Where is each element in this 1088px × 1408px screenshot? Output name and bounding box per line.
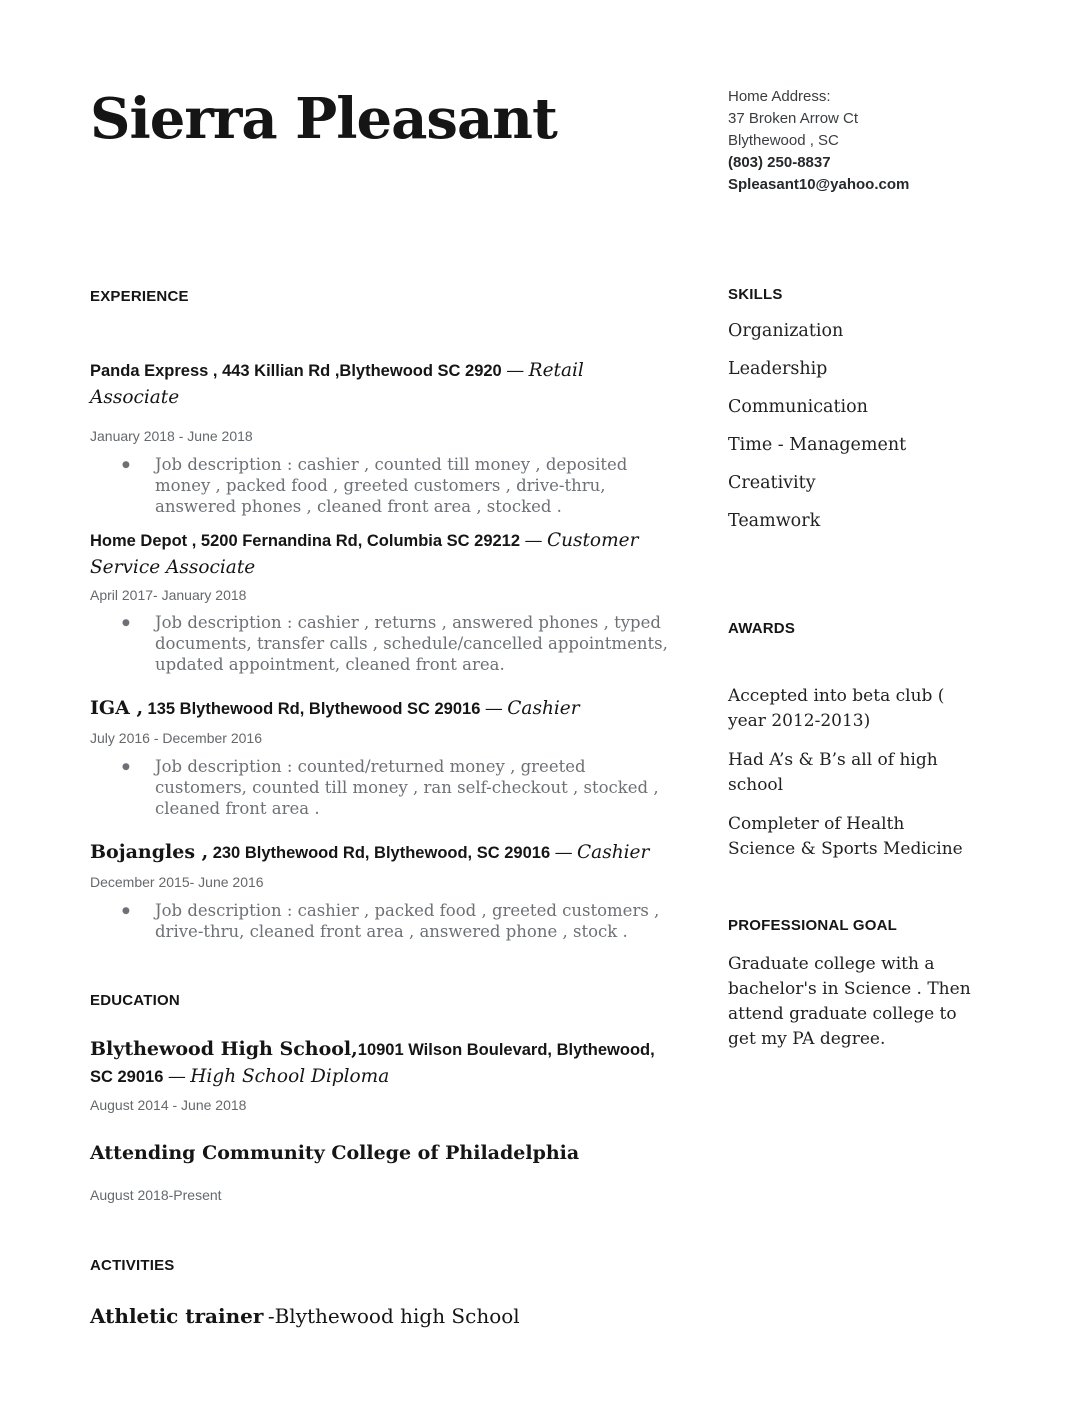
education-dates: August 2018-Present	[90, 1187, 222, 1203]
professional-goal-text: Graduate college with a bachelor's in Science . Then attend graduate college to get my PA degree.	[728, 954, 971, 1049]
job-dash: —	[524, 530, 543, 551]
activities-heading: ACTIVITIES	[90, 1257, 175, 1274]
right-column	[728, 0, 990, 1332]
job-header-iga	[90, 695, 676, 723]
job-dates: January 2018 - June 2018	[90, 428, 253, 444]
job-bullet-item: ● Job description : cashier , counted till money , deposited money , packed food , greeted customers , drive-thru, answered phones , cleaned front area , stocked .	[90, 454, 676, 517]
job-dates: July 2016 - December 2016	[90, 730, 262, 746]
job-company-name: Bojangles ,	[90, 841, 209, 863]
awards-heading: AWARDS	[728, 620, 796, 637]
job-bullets	[90, 756, 676, 819]
job-bullet-item: ● Job description : counted/returned money , greeted customers, counted till money , ran self-checkout , stocked , cleaned front area .	[90, 756, 676, 819]
person-name: Sierra Pleasant	[90, 86, 557, 152]
job-header-panda-express	[90, 358, 676, 412]
job-header-bojangles	[90, 839, 676, 867]
award-item: Accepted into beta club ( year 2012-2013)	[728, 686, 945, 731]
skill-item: Creativity	[728, 473, 816, 493]
contact-phone: (803) 250-8837	[728, 154, 831, 171]
job-company: Home Depot , 5200 Fernandina Rd, Columbia SC 29212	[90, 532, 521, 550]
education-entry-blythewood-hs	[90, 1036, 676, 1091]
skill-item: Organization	[728, 321, 844, 341]
contact-block	[728, 0, 990, 196]
contact-label: Home Address:	[728, 88, 831, 105]
job-dash: —	[506, 360, 525, 381]
contact-address-line2: Blythewood , SC	[728, 132, 839, 149]
job-bullets	[90, 612, 676, 675]
award-item: Had A’s & B’s all of high school	[728, 750, 938, 795]
job-role: Cashier	[507, 698, 580, 719]
contact-address-line1: 37 Broken Arrow Ct	[728, 110, 859, 127]
education-heading: EDUCATION	[90, 992, 180, 1009]
professional-goal-heading: PROFESSIONAL GOAL	[728, 917, 897, 934]
job-role: Cashier	[577, 842, 650, 863]
awards-list	[728, 684, 990, 862]
experience-heading: EXPERIENCE	[90, 288, 189, 305]
job-dates: April 2017- January 2018	[90, 587, 247, 603]
left-column	[90, 0, 676, 1332]
job-bullet-item: ● Job description : cashier , returns , answered phones , typed documents, transfer calls , schedule/cancelled appointments, updated appointment, cleaned front area.	[90, 612, 676, 675]
job-company: Panda Express , 443 Killian Rd ,Blythewood SC 2920	[90, 362, 502, 380]
activity-title: Athletic trainer	[90, 1304, 264, 1328]
activity-detail: -Blythewood high School	[267, 1304, 520, 1328]
job-dates: December 2015- June 2016	[90, 874, 264, 890]
education-dates: August 2014 - June 2018	[90, 1097, 247, 1113]
job-role: Retail Associate	[90, 360, 584, 408]
education-dash: —	[167, 1066, 186, 1087]
job-dash: —	[484, 698, 503, 719]
job-bullets	[90, 900, 676, 942]
job-dash: —	[554, 842, 573, 863]
skill-item: Time - Management	[728, 435, 907, 455]
skill-item: Communication	[728, 397, 868, 417]
job-company-name: IGA ,	[90, 697, 144, 719]
skills-heading: SKILLS	[728, 286, 783, 303]
contact-email: Spleasant10@yahoo.com	[728, 176, 910, 193]
school-name: Blythewood High School,	[90, 1038, 358, 1060]
job-role: Customer Service Associate	[90, 530, 639, 578]
job-bullets	[90, 454, 676, 517]
education-entry-ccp	[90, 1140, 676, 1168]
activity-item	[90, 1303, 676, 1332]
skill-item: Teamwork	[728, 511, 821, 531]
school-address: 10901 Wilson Boulevard, Blythewood, SC 29016	[90, 1041, 655, 1086]
job-company: 135 Blythewood Rd, Blythewood SC 29016	[147, 700, 481, 718]
job-company: 230 Blythewood Rd, Blythewood, SC 29016	[212, 844, 551, 862]
award-item: Completer of Health Science & Sports Medicine	[728, 814, 963, 859]
skills-list	[728, 320, 990, 532]
skill-item: Leadership	[728, 359, 828, 379]
education-degree: High School Diploma	[190, 1066, 390, 1087]
job-bullet-item: ● Job description : cashier , packed food , greeted customers , drive-thru, cleaned front area , answered phone , stock .	[90, 900, 676, 942]
job-header-home-depot	[90, 528, 676, 582]
school-name: Attending Community College of Philadelphia	[90, 1142, 580, 1164]
